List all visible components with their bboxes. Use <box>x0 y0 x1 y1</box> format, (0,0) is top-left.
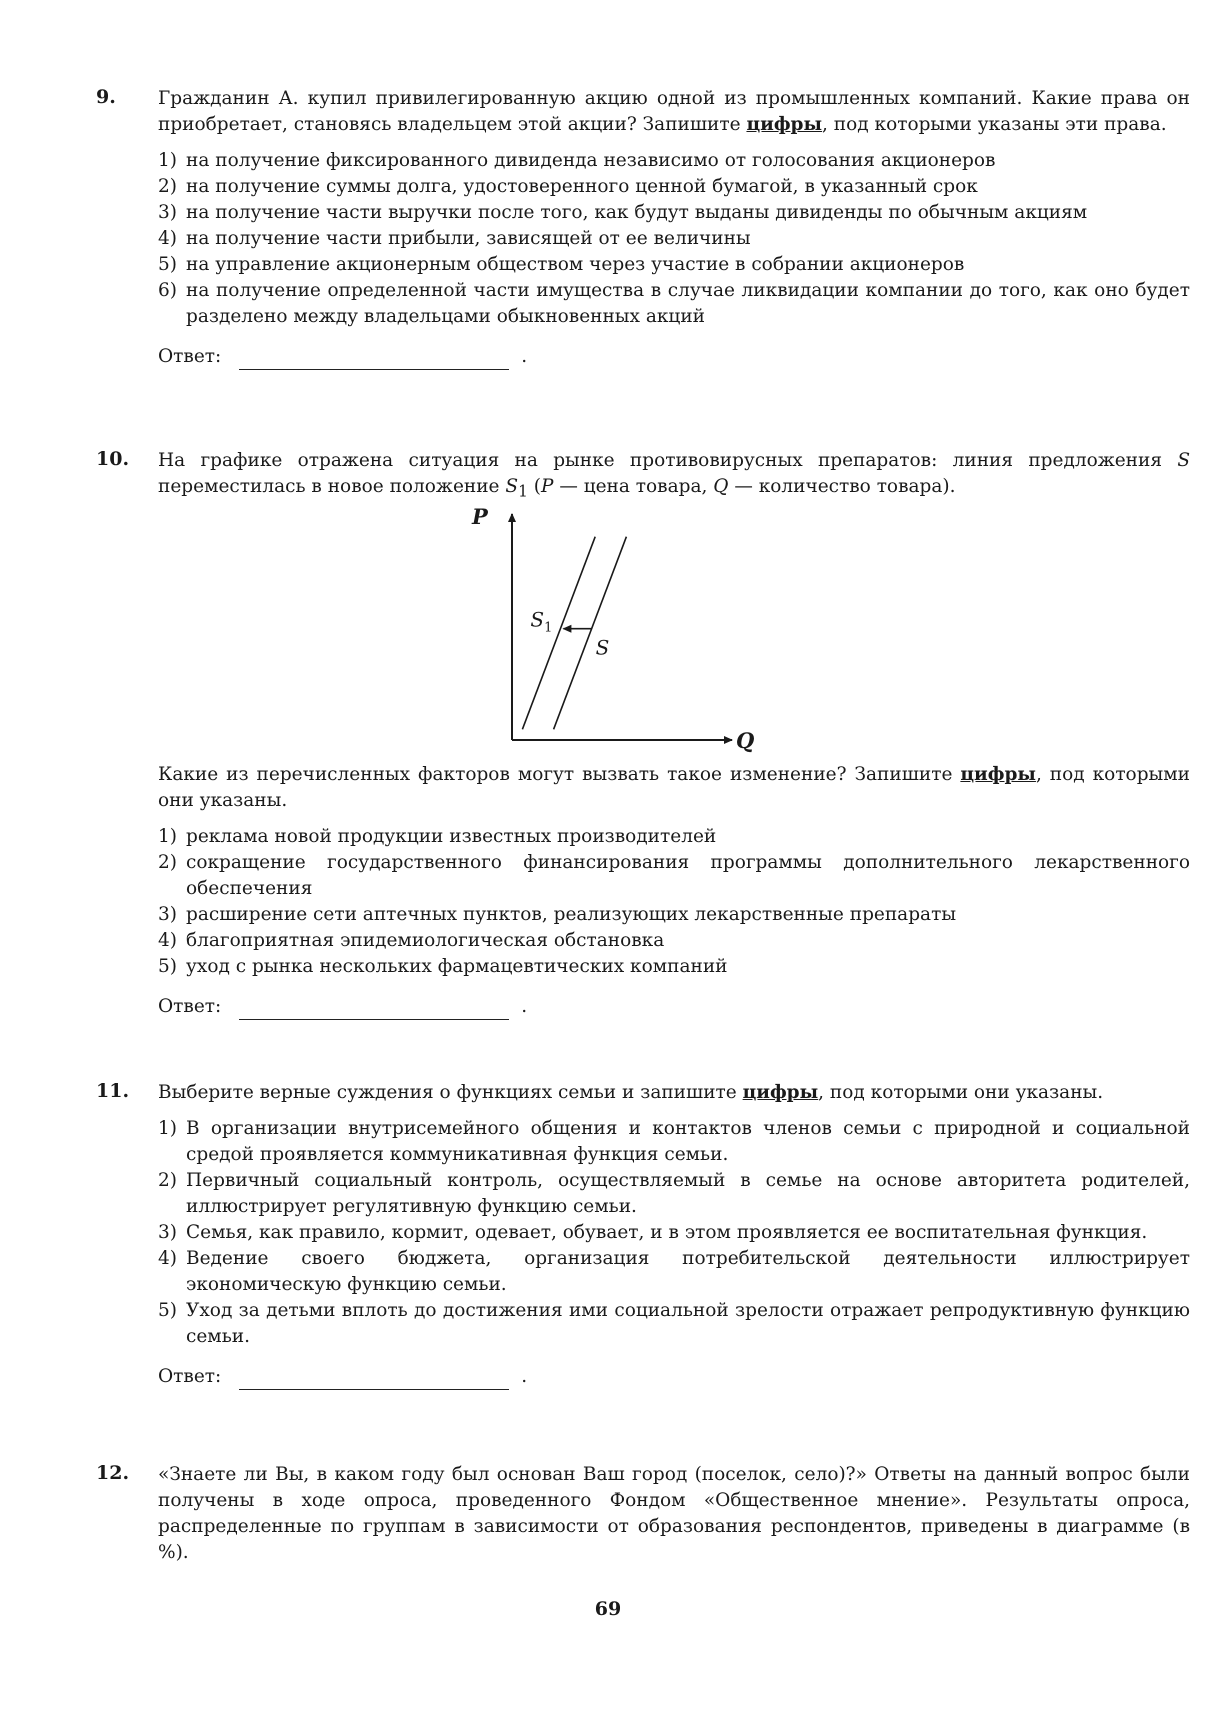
answer-dot: . <box>521 1366 528 1387</box>
question-11 <box>96 1080 1190 1390</box>
answer-label: Ответ: <box>158 346 222 367</box>
y-axis-label: P <box>472 504 488 529</box>
option-number: 4) <box>158 228 177 249</box>
option-number: 2) <box>158 852 177 873</box>
question-body <box>158 448 1190 505</box>
stem-text: , под которыми указаны эти права. <box>822 114 1167 135</box>
answer-row <box>158 344 1190 370</box>
option-item <box>158 1168 1190 1220</box>
option-item <box>158 902 1190 928</box>
option-text: Ведение своего бюджета, организация потребительской деятельности иллюстрирует экономическую функцию семьи. <box>186 1248 1190 1295</box>
option-number: 3) <box>158 202 177 223</box>
symbol-p: P <box>541 476 554 497</box>
page-number: 69 <box>594 1598 622 1620</box>
option-text: уход с рынка нескольких фармацевтических компаний <box>186 956 728 977</box>
stem-text: , под которыми они указаны. <box>158 764 1190 811</box>
option-text: благоприятная эпидемиологическая обстановка <box>186 930 665 951</box>
option-item <box>158 928 1190 954</box>
question-12 <box>96 1462 1190 1566</box>
question-body <box>158 86 1190 370</box>
answer-field[interactable] <box>239 1369 509 1390</box>
option-text: Первичный социальный контроль, осуществляемый в семье на основе авторитета родителей, иллюстрирует регулятивную функцию семьи. <box>186 1170 1190 1217</box>
question-number: 9. <box>96 86 116 108</box>
option-number: 2) <box>158 1170 177 1191</box>
question-10 <box>96 448 1190 505</box>
option-text: на получение части выручки после того, как будут выданы дивиденды по обычным акциям <box>186 202 1088 223</box>
curve-label-s1-sub: 1 <box>544 620 553 636</box>
option-text: на управление акционерным обществом через участие в собрании акционеров <box>186 254 965 275</box>
supply-curve-s1 <box>522 537 595 730</box>
answer-dot: . <box>521 996 528 1017</box>
option-list <box>158 148 1190 330</box>
option-text: реклама новой продукции известных производителей <box>186 826 717 847</box>
stem-emphasis: цифры <box>960 764 1036 785</box>
stem-text: переместилась в новое положение <box>158 476 506 497</box>
stem-text: — цена товара, <box>553 476 714 497</box>
question-body <box>158 762 1190 1020</box>
option-number: 4) <box>158 1248 177 1269</box>
question-prompt <box>158 762 1190 814</box>
option-item <box>158 824 1190 850</box>
option-item <box>158 278 1190 330</box>
stem-text: Гражданин А. купил привилегированную акцию одной из промышленных компаний. Какие права он приобретает, становясь владельцем этой акции? Запишите <box>158 88 1190 135</box>
question-stem: «Знаете ли Вы, в каком году был основан Ваш город (поселок, село)?» Ответы на данный вопрос были получены в ходе опроса, проведенного Фондом «Общественное мнение». Результаты опроса, распределенные по группам в зависимости от образования респондентов, приведены в диаграмме (в %). <box>158 1464 1190 1563</box>
answer-dot: . <box>521 346 528 367</box>
question-number: 12. <box>96 1462 130 1484</box>
option-item <box>158 226 1190 252</box>
option-text: на получение фиксированного дивиденда независимо от голосования акционеров <box>186 150 996 171</box>
option-text: В организации внутрисемейного общения и контактов членов семьи с природной и социальной средой проявляется коммуникативная функция семьи. <box>186 1118 1190 1165</box>
option-number: 4) <box>158 930 177 951</box>
option-text: на получение суммы долга, удостоверенного ценной бумагой, в указанный срок <box>186 176 978 197</box>
option-item <box>158 1298 1190 1350</box>
x-axis-label: Q <box>736 728 755 753</box>
question-number: 11. <box>96 1080 130 1102</box>
symbol-s1: S <box>505 476 519 497</box>
option-text: на получение части прибыли, зависящей от ее величины <box>186 228 751 249</box>
option-text: Уход за детьми вплоть до достижения ими социальной зрелости отражает репродуктивную функцию семьи. <box>186 1300 1190 1347</box>
option-number: 3) <box>158 904 177 925</box>
option-number: 2) <box>158 176 177 197</box>
option-number: 5) <box>158 956 177 977</box>
symbol-q: Q <box>713 476 729 497</box>
option-number: 3) <box>158 1222 177 1243</box>
curve-label-s1-main: S <box>530 607 545 632</box>
supply-curve-s <box>554 537 627 730</box>
option-number: 1) <box>158 826 177 847</box>
option-text: расширение сети аптечных пунктов, реализующих лекарственные препараты <box>186 904 957 925</box>
question-number: 10. <box>96 448 130 470</box>
stem-emphasis: цифры <box>742 1082 819 1103</box>
answer-label: Ответ: <box>158 1366 222 1387</box>
stem-text: — количество товара). <box>728 476 956 497</box>
option-number: 5) <box>158 254 177 275</box>
answer-row <box>158 1364 1190 1390</box>
question-10-continued <box>96 762 1190 1020</box>
question-body <box>158 1080 1190 1390</box>
option-item <box>158 200 1190 226</box>
answer-field[interactable] <box>239 349 509 370</box>
stem-text: , под которыми они указаны. <box>818 1082 1104 1103</box>
option-text: сокращение государственного финансирования программы дополнительного лекарственного обеспечения <box>186 852 1190 899</box>
option-item <box>158 174 1190 200</box>
question-9 <box>96 86 1190 370</box>
option-text: на получение определенной части имущества в случае ликвидации компании до того, как оно будет разделено между владельцами обыкновенных акций <box>186 280 1190 327</box>
question-body <box>158 1462 1190 1566</box>
answer-field[interactable] <box>239 999 509 1020</box>
option-item <box>158 1220 1190 1246</box>
option-text: Семья, как правило, кормит, одевает, обувает, и в этом проявляется ее воспитательная функция. <box>186 1222 1148 1243</box>
question-stem <box>158 448 1190 505</box>
option-list <box>158 1116 1190 1350</box>
stem-text: Какие из перечисленных факторов могут вызвать такое изменение? Запишите <box>158 764 961 785</box>
option-number: 6) <box>158 280 177 301</box>
stem-emphasis: цифры <box>746 114 823 135</box>
stem-text: На графике отражена ситуация на рынке противовирусных препаратов: линия предложения <box>158 450 1178 471</box>
supply-shift-chart <box>472 504 790 753</box>
option-item <box>158 252 1190 278</box>
symbol-s: S <box>1177 450 1190 471</box>
answer-row <box>158 994 1190 1020</box>
option-number: 5) <box>158 1300 177 1321</box>
option-number: 1) <box>158 150 177 171</box>
option-item <box>158 1116 1190 1168</box>
option-item <box>158 850 1190 902</box>
curve-label-s: S <box>595 635 610 660</box>
option-item <box>158 1246 1190 1298</box>
option-item <box>158 148 1190 174</box>
option-list <box>158 824 1190 980</box>
symbol-subscript: 1 <box>518 482 528 501</box>
option-number: 1) <box>158 1118 177 1139</box>
stem-text: ( <box>527 476 541 497</box>
stem-text: Выберите верные суждения о функциях семьи и запишите <box>158 1082 743 1103</box>
question-stem <box>158 1080 1190 1106</box>
question-stem <box>158 86 1190 138</box>
answer-label: Ответ: <box>158 996 222 1017</box>
curve-label-s1 <box>530 608 552 636</box>
option-item <box>158 954 1190 980</box>
